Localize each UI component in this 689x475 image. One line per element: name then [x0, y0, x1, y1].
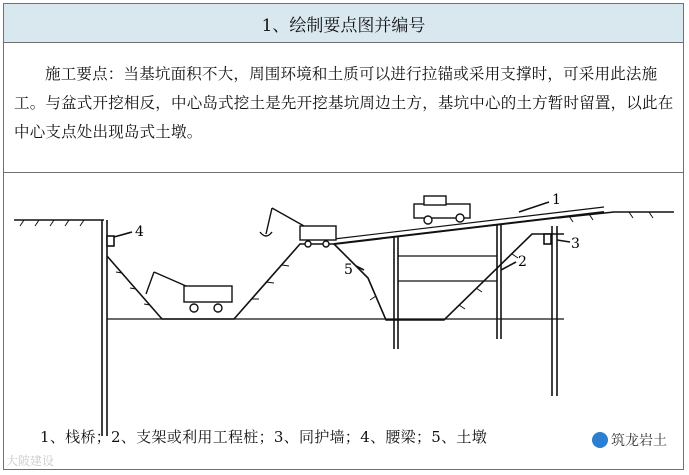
excavation-diagram: [4, 174, 683, 469]
label-4: 4: [135, 224, 144, 240]
waist-beam-left: [107, 236, 114, 246]
label-2: 2: [518, 254, 527, 270]
diagram-svg: [4, 174, 683, 469]
label-1: 1: [552, 192, 561, 208]
description-text: 施工要点：当基坑面积不大，周围环境和土质可以进行拉锚或采用支撑时，可采用此法施工。与盆式开挖相反，中心岛式挖土是先开挖基坑周边土方，基坑中心的土方暂时留置，以此在中心支点处出现岛式土墩。: [14, 65, 674, 141]
label-5: 5: [344, 262, 353, 278]
truck: [414, 196, 470, 224]
figure-caption: 1、栈桥；2、支架或利用工程桩；3、同护墙；4、腰梁；5、土墩: [40, 428, 488, 446]
label-3: 3: [571, 236, 580, 252]
excavator-left: [146, 272, 232, 312]
island-mound: [334, 234, 564, 320]
watermark-right-text: 筑龙岩土: [611, 433, 667, 449]
watermark-left: 大陂建设: [6, 454, 55, 468]
section-header: [3, 3, 684, 43]
waist-beam-right: [544, 234, 551, 244]
watermark-right: [592, 430, 667, 450]
section-title: 1、绘制要点图并编号: [261, 15, 426, 36]
logo-icon: [592, 432, 608, 448]
excavator-top: [260, 208, 336, 247]
description-box: [3, 42, 684, 173]
